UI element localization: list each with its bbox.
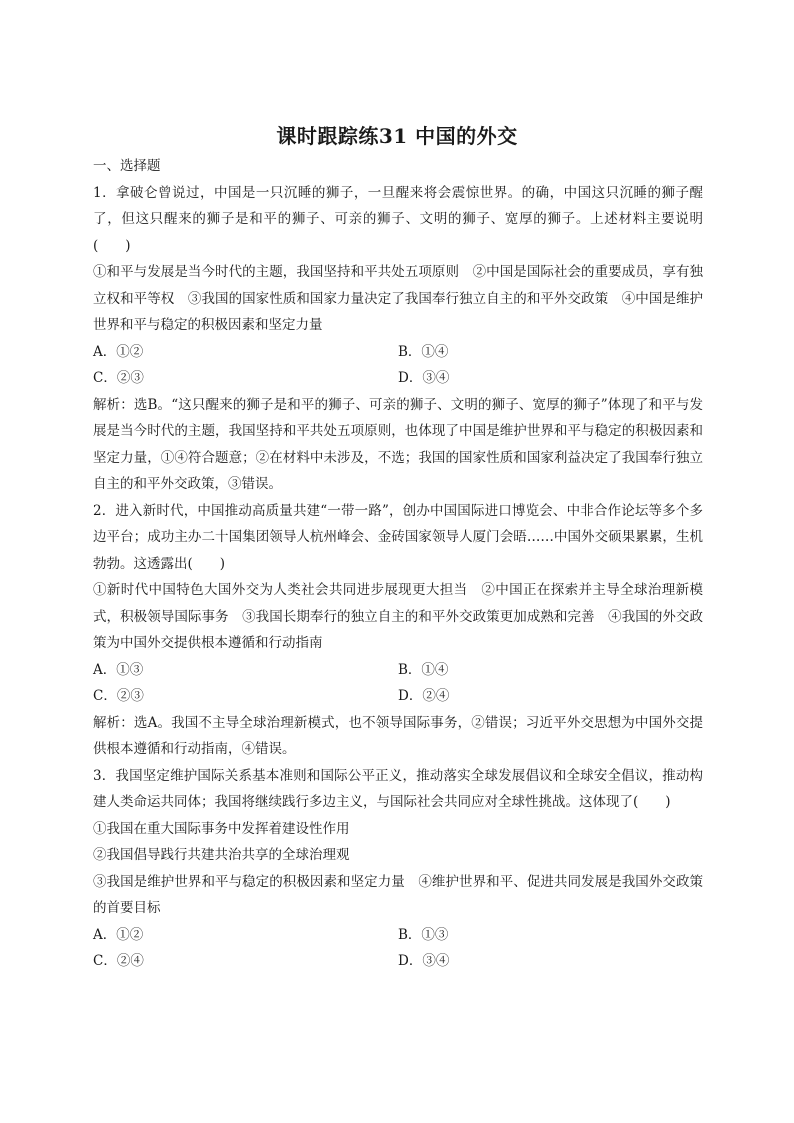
statement-line: ③我国是维护世界和平与稳定的积极因素和坚定力量 ④维护世界和平、促进共同发展是我国外交政策的首要目标 <box>93 873 703 916</box>
answer-analysis: 解析：选A。我国不主导全球治理新模式，也不领导国际事务，②错误；习近平外交思想为中国外交提供根本遵循和行动指南，④错误。 <box>93 714 703 757</box>
question-stem: 1．拿破仑曾说过，中国是一只沉睡的狮子，一旦醒来将会震惊世界。的确，中国这只沉睡的狮子醒了，但这只醒来的狮子是和平的狮子、可亲的狮子、文明的狮子、宽厚的狮子。上述材料主要说明( ) <box>93 184 703 254</box>
document-body <box>93 153 703 975</box>
options-row-2 <box>93 365 703 392</box>
statement-line: ①我国在重大国际事务中发挥着建设性作用 <box>93 820 350 837</box>
question-stem: 3．我国坚定维护国际关系基本准则和国际公平正义，推动落实全球发展倡议和全球安全倡议，推动构建人类命运共同体；我国将继续践行多边主义，与国际社会共同应对全球性挑战。这体现了( ) <box>93 767 703 810</box>
option-b: B．①④ <box>398 343 449 360</box>
option-b: B．①④ <box>398 661 449 678</box>
question-stem: 2．进入新时代，中国推动高质量共建“一带一路”，创办中国国际进口博览会、中非合作论坛等多个多边平台；成功主办二十国集团领导人杭州峰会、金砖国家领导人厦门会晤……中国外交硕果累累，生机勃勃。这透露出( ) <box>93 502 703 572</box>
option-b: B．①③ <box>398 926 449 943</box>
question-3 <box>93 763 703 975</box>
options-row-1 <box>93 339 703 366</box>
question-2 <box>93 498 703 763</box>
options-row-2 <box>93 683 703 710</box>
section-heading: 一、选择题 <box>93 158 161 174</box>
options-row-2 <box>93 948 703 975</box>
page-title: 课时跟踪练31 中国的外交 <box>276 124 518 148</box>
answer-analysis: 解析：选B。“这只醒来的狮子是和平的狮子、可亲的狮子、文明的狮子、宽厚的狮子”体现了和平与发展是当今时代的主题，我国坚持和平共处五项原则，也体现了中国是维护世界和平与稳定的积极因素和坚定力量，①④符合题意；②在材料中未涉及，不选；我国的国家性质和国家利益决定了我国奉行独立自主的和平外交政策，③错误。 <box>93 396 703 492</box>
options-row-1 <box>93 657 703 684</box>
question-statements: ①新时代中国特色大国外交为人类社会共同进步展现更大担当 ②中国正在探索并主导全球治理新模式，积极领导国际事务 ③我国长期奉行的独立自主的和平外交政策更加成熟和完善 ④我国的外交政策为中国外交提供根本遵循和行动指南 <box>93 582 703 651</box>
option-c: C．②③ <box>93 370 144 386</box>
option-c: C．②③ <box>93 688 144 704</box>
statement-line: ②我国倡导践行共建共治共享的全球治理观 <box>93 847 350 863</box>
option-a: A．①② <box>93 926 144 943</box>
question-1 <box>93 180 703 498</box>
option-a: A．①③ <box>93 661 144 678</box>
option-a: A．①② <box>93 343 144 360</box>
option-d: D．③④ <box>398 370 450 386</box>
question-statements: ①和平与发展是当今时代的主题，我国坚持和平共处五项原则 ②中国是国际社会的重要成员，享有独立权和平等权 ③我国的国家性质和国家力量决定了我国奉行独立自主的和平外交政策 ④中国是维护世界和平与稳定的积极因素和坚定力量 <box>93 264 703 333</box>
option-d: D．②④ <box>398 688 450 704</box>
option-c: C．②④ <box>93 953 144 969</box>
options-row-1 <box>93 922 703 949</box>
option-d: D．③④ <box>398 953 450 969</box>
